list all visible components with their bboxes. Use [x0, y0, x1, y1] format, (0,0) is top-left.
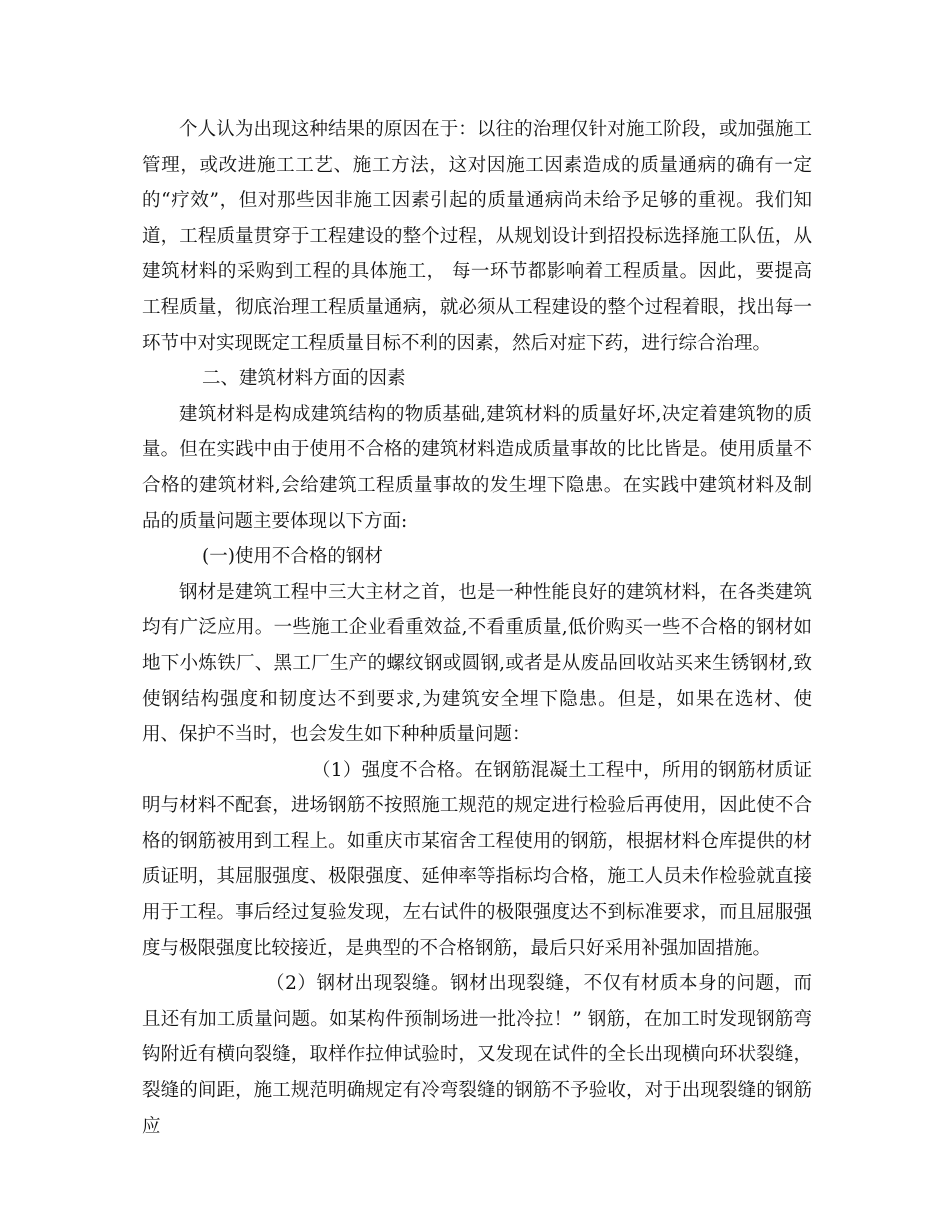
subsection-heading-steel: (一)使用不合格的钢材 — [202, 546, 383, 568]
paragraph-strength-issue: （1）强度不合格。在钢筋混凝土工程中，所用的钢筋材质证明与材料不配套，进场钢筋不按照施工规范的规定进行检验后再使用，因此使不合格的钢筋被用到工程上。如重庆市某宿舍工程使用的钢筋，根据材料仓库提供的材质证明，其屈服强度、极限强度、延伸率等指标均合格，施工人员未作检验就直接用于工程。事后经过复验发现，左右试件的极限强度达不到标准要求，而且屈服强度与极限强度比较接近，是典型的不合格钢筋，最后只好采用补强加固措施。 — [142, 759, 812, 959]
paragraph-crack-issue: （2）钢材出现裂缝。钢材出现裂缝，不仅有材质本身的问题，而且还有加工质量问题。如某构件预制场进一批冷拉！” 钢筋，在加工时发现钢筋弯钩附近有横向裂缝，取样作拉伸试验时，又发现在试件的全长出现横向环状裂缝，裂缝的间距，施工规范明确规定有冷弯裂缝的钢筋不予验收，对于出现裂缝的钢筋应 — [142, 973, 812, 1137]
paragraph-materials-intro: 建筑材料是构成建筑结构的物质基础,建筑材料的质量好坏,决定着建筑物的质量。但在实践中由于使用不合格的建筑材料造成质量事故的比比皆是。使用质量不合格的建筑材料,会给建筑工程质量事故的发生埋下隐患。在实践中建筑材料及制品的质量问题主要体现以下方面: — [142, 403, 812, 532]
section-heading-materials: 二、建筑材料方面的因素 — [202, 368, 406, 390]
paragraph-steel-intro: 钢材是建筑工程中三大主材之首，也是一种性能良好的建筑材料，在各类建筑均有广泛应用。一些施工企业看重效益,不看重质量,低价购买一些不合格的钢材如地下小炼铁厂、黑工厂生产的螺纹钢或圆钢,或者是从废品回收站买来生锈钢材,致使钢结构强度和韧度达不到要求,为建筑安全埋下隐患。但是，如果在选材、使用、保护不当时，也会发生如下种种质量问题： — [142, 581, 812, 746]
paragraph-cause-analysis: 个人认为出现这种结果的原因在于：以往的治理仅针对施工阶段，或加强施工管理，或改进施工工艺、施工方法，这对因施工因素造成的质量通病的确有一定的“疗效”，但对那些因非施工因素引起的质量通病尚未给予足够的重视。我们知道，工程质量贯穿于工程建设的整个过程，从规划设计到招投标选择施工队伍，从建筑材料的采购到工程的具体施工， 每一环节都影响着工程质量。因此，要提高工程质量，彻底治理工程质量通病，就必须从工程建设的整个过程着眼，找出每一环节中对实现既定工程质量目标不利的因素，然后对症下药，进行综合治理。 — [142, 119, 812, 354]
document-body — [142, 112, 812, 1144]
